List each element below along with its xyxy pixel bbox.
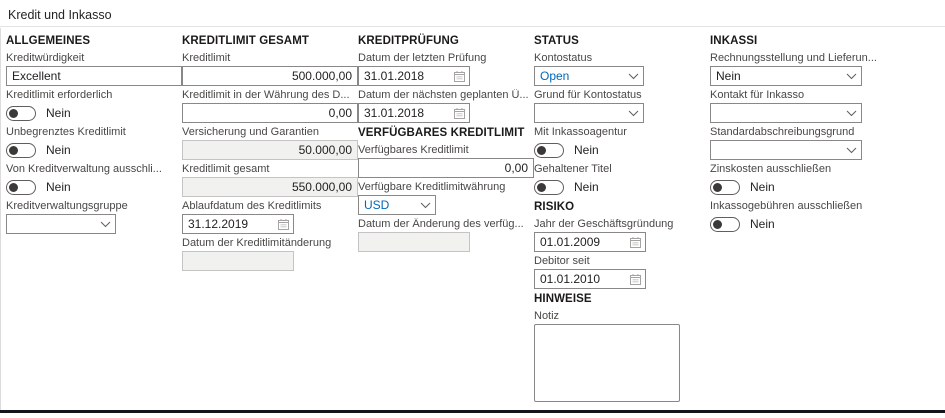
section-header: STATUS (534, 35, 579, 47)
versicherung-und-garantien-field (182, 126, 358, 160)
calendar-icon[interactable] (630, 237, 641, 248)
section-header: INKASSI (710, 35, 758, 47)
inkassogebuehren-ausschliessen-field (710, 200, 945, 234)
toggle-knob (9, 146, 18, 155)
field-label: Unbegrenztes Kreditlimit (6, 126, 126, 138)
unbegrenztes-kreditlimit-toggle[interactable] (6, 143, 36, 158)
mit-inkassoagentur-field (534, 126, 710, 160)
calendar-icon[interactable] (630, 274, 641, 285)
calendar-icon[interactable] (278, 219, 289, 230)
kontostatus-dropdown[interactable] (534, 66, 644, 86)
toggle-knob (9, 183, 18, 192)
field-label: Versicherung und Garantien (182, 126, 319, 138)
date-value: 01.01.2010 (540, 272, 601, 286)
kontostatus-field (534, 52, 710, 86)
ablaufdatum-kreditlimit-date-input[interactable] (182, 214, 294, 234)
inkassogebuehren-ausschliessen-toggle[interactable] (710, 217, 740, 232)
toggle-state-label: Nein (750, 180, 775, 194)
chevron-down-icon (420, 202, 431, 209)
field-label: Kreditlimit (182, 52, 231, 64)
form-column-3 (358, 32, 534, 410)
section-header: VERFÜGBARES KREDITLIMIT (358, 127, 525, 139)
page-title: Kredit und Inkasso (8, 8, 112, 22)
kreditlimit-input[interactable] (182, 66, 358, 86)
calendar-icon[interactable] (454, 71, 465, 82)
form-column-5 (710, 32, 945, 410)
field-label: Zinskosten ausschließen (710, 163, 832, 175)
zinskosten-ausschliessen-toggle[interactable] (710, 180, 740, 195)
form-header (0, 0, 945, 27)
notiz-textarea[interactable] (534, 324, 680, 402)
verfuegbares-kreditlimit-input[interactable] (358, 158, 534, 178)
toggle-knob (537, 183, 546, 192)
field-label: Gehaltener Titel (534, 163, 612, 175)
field-label: Ablaufdatum des Kreditlimits (182, 200, 322, 212)
rechnungsstellung-lieferung-dropdown[interactable] (710, 66, 862, 86)
date-value: 31.01.2018 (364, 69, 425, 83)
kreditlimit-gesamt-input (182, 177, 358, 197)
gehaltener-titel-field (534, 163, 710, 197)
kontakt-inkasso-field (710, 89, 945, 123)
chevron-down-icon (846, 110, 857, 117)
mit-inkassoagentur-toggle[interactable] (534, 143, 564, 158)
field-label: Von Kreditverwaltung ausschli... (6, 163, 162, 175)
kreditlimit-waehrung-debitor-field (182, 89, 358, 123)
field-label: Jahr der Geschäftsgründung (534, 218, 674, 230)
grund-kontostatus-field (534, 89, 710, 123)
chevron-down-icon (100, 221, 111, 228)
field-label: Datum der Kreditlimitänderung (182, 237, 332, 249)
section-header: KREDITLIMIT GESAMT (182, 35, 310, 47)
kontakt-inkasso-dropdown[interactable] (710, 103, 862, 123)
field-label: Kontostatus (534, 52, 593, 64)
field-label: Standardabschreibungsgrund (710, 126, 855, 138)
field-label: Kreditlimit erforderlich (6, 89, 113, 101)
zinskosten-ausschliessen-field (710, 163, 945, 197)
kreditverwaltungsgruppe-field (6, 200, 182, 234)
chevron-down-icon (628, 110, 639, 117)
gehaltener-titel-toggle[interactable] (534, 180, 564, 195)
grund-kontostatus-dropdown[interactable] (534, 103, 644, 123)
ablaufdatum-kreditlimit-field (182, 200, 358, 234)
field-label: Kreditlimit in der Währung des D... (182, 89, 350, 101)
datum-naechste-pruefung-field (358, 89, 534, 123)
versicherung-und-garantien-input (182, 140, 358, 160)
toggle-knob (9, 109, 18, 118)
date-value: 01.01.2009 (540, 235, 601, 249)
datum-naechste-pruefung-date-input[interactable] (358, 103, 470, 123)
field-label: Grund für Kontostatus (534, 89, 642, 101)
section-header: KREDITPRÜFUNG (358, 35, 459, 47)
field-label: Datum der nächsten geplanten Ü... (358, 89, 529, 101)
kreditlimit-erforderlich-toggle[interactable] (6, 106, 36, 121)
jahr-geschaeftsgruendung-field (534, 218, 710, 252)
verfuegbares-kreditlimit-field (358, 144, 534, 178)
chevron-down-icon (846, 73, 857, 80)
field-label: Verfügbares Kreditlimit (358, 144, 469, 156)
kreditlimit-waehrung-debitor-input[interactable] (182, 103, 358, 123)
section-header: RISIKO (534, 201, 575, 213)
form-column-2 (182, 32, 358, 410)
chevron-down-icon (846, 147, 857, 154)
field-label: Kreditlimit gesamt (182, 163, 270, 175)
field-label: Verfügbare Kreditlimitwährung (358, 181, 506, 193)
field-label: Debitor seit (534, 255, 590, 267)
verfuegbare-kreditlimitwaehrung-field (358, 181, 534, 215)
dropdown-value: USD (364, 198, 390, 212)
kreditwuerdigkeit-field (6, 52, 182, 86)
datum-kreditlimitaenderung-date-input (182, 251, 294, 271)
field-label: Kontakt für Inkasso (710, 89, 805, 101)
verfuegbare-kreditlimitwaehrung-dropdown[interactable] (358, 195, 436, 215)
field-label: Datum der letzten Prüfung (358, 52, 487, 64)
calendar-icon[interactable] (454, 108, 465, 119)
form-column-4 (534, 32, 710, 410)
field-label: Kreditverwaltungsgruppe (6, 200, 128, 212)
date-value: 31.12.2019 (188, 217, 249, 231)
form-columns (0, 28, 945, 410)
field-label: Rechnungsstellung und Lieferun... (710, 52, 877, 64)
toggle-state-label: Nein (574, 180, 599, 194)
section-header: ALLGEMEINES (6, 35, 91, 47)
section-header: HINWEISE (534, 293, 592, 305)
von-kreditverwaltung-ausschliessen-toggle[interactable] (6, 180, 36, 195)
kreditlimit-gesamt-field (182, 163, 358, 197)
datum-kreditlimitaenderung-field (182, 237, 358, 271)
unbegrenztes-kreditlimit-field (6, 126, 182, 160)
dropdown-value: Open (540, 69, 570, 83)
datum-letzte-pruefung-date-input[interactable] (358, 66, 470, 86)
standardabschreibungsgrund-dropdown[interactable] (710, 140, 862, 160)
toggle-state-label: Nein (46, 180, 71, 194)
rechnungsstellung-lieferung-field (710, 52, 945, 86)
toggle-state-label: Nein (574, 143, 599, 157)
field-label: Datum der Änderung des verfüg... (358, 218, 524, 230)
toggle-knob (713, 183, 722, 192)
standardabschreibungsgrund-field (710, 126, 945, 160)
debitor-seit-field (534, 255, 710, 289)
toggle-state-label: Nein (46, 143, 71, 157)
datum-letzte-pruefung-field (358, 52, 534, 86)
field-label: Inkassogebühren ausschließen (710, 200, 863, 212)
field-label: Kreditwürdigkeit (6, 52, 85, 64)
date-value: 31.01.2018 (364, 106, 425, 120)
footer-divider-bar (0, 410, 945, 413)
field-label: Notiz (534, 310, 560, 322)
chevron-down-icon (628, 73, 639, 80)
kreditwuerdigkeit-input[interactable] (6, 66, 182, 86)
datum-aenderung-verfuegbar-date-input (358, 232, 470, 252)
kreditverwaltungsgruppe-dropdown[interactable] (6, 214, 116, 234)
kreditlimit-field (182, 52, 358, 86)
notiz-field (534, 310, 710, 407)
form-column-1 (6, 32, 182, 410)
toggle-state-label: Nein (750, 217, 775, 231)
field-label: Mit Inkassoagentur (534, 126, 627, 138)
datum-aenderung-verfuegbar-field (358, 218, 534, 252)
toggle-state-label: Nein (46, 106, 71, 120)
toggle-knob (713, 220, 722, 229)
jahr-geschaeftsgruendung-date-input[interactable] (534, 232, 646, 252)
toggle-knob (537, 146, 546, 155)
von-kreditverwaltung-ausschliessen-field (6, 163, 182, 197)
debitor-seit-date-input[interactable] (534, 269, 646, 289)
dropdown-value: Nein (716, 69, 741, 83)
kreditlimit-erforderlich-field (6, 89, 182, 123)
